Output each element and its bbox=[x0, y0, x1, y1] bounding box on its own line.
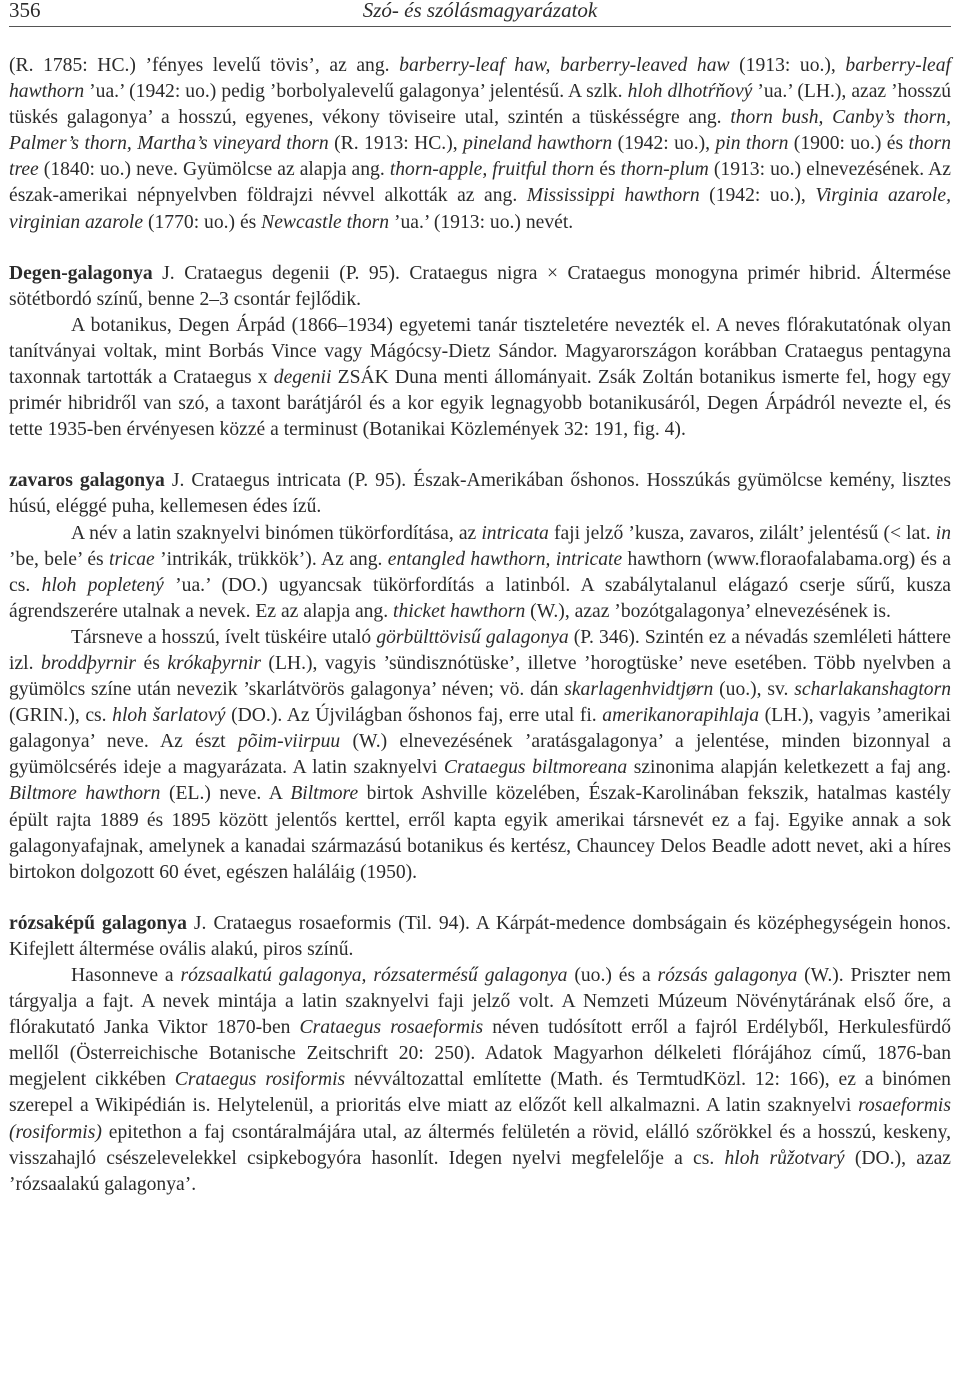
text-run: Hasonneve a bbox=[71, 965, 181, 986]
italic-term: görbülttövisű galagonya bbox=[376, 626, 569, 648]
text-run: (1900: uo.) és bbox=[788, 133, 909, 155]
text-run: (1913: uo.), bbox=[729, 55, 846, 76]
italic-term: Crataegus rosaeformis bbox=[299, 1017, 484, 1039]
text-run: néven tudósított erről a fajról Erdélyből, Herkulesfürdő mellől (Österreichische Botanische Zeitschrift 20: 250). Adatok Magyarhon délkeleti flórájához című, 1876-ban megjelent cikkében bbox=[9, 1017, 952, 1091]
italic-term: krókaþyrnir bbox=[167, 652, 261, 674]
text-run: birtok Ashville közelében, Észak-Karolinában fekszik, hatalmas kastély épült rajta 1889 és 1895 között jelentős kerttel, erről kapta egyik amerikai társnevét ez a faj. Egyike annak a sok galagonyafajnak, amelynek a kanadai származású botanikus és kertész, Chauncey Delos Beadle adott nevet, aki a híres birtokon dolgozott 60 évet, egészen haláláig (1950). bbox=[9, 783, 951, 883]
text-run: (uo.), sv. bbox=[713, 679, 795, 701]
text-run: (1840: uo.) neve. Gyümölcse az alapja ang. bbox=[38, 159, 390, 181]
text-run: (W.) elnevezésének ’aratásgalagonya’ a jelentése, minden bizonnyal a gyümölcsérés ideje a magyarázata. A latin szaknyelvi bbox=[9, 731, 951, 779]
italic-term: Biltmore bbox=[290, 783, 359, 805]
text-run: A botanikus, Degen Árpád (1866–1934) egyetemi tanár tiszteletére nevezték el. A neves flórakutatónak olyan tanítványai voltak, mint Borbás Vince vagy Mágócsy-Dietz Sándor. Magyarországon korábban Crataegus pentagyna taxonnak tartották a Crataegus x bbox=[9, 314, 951, 389]
text-run: (DO.), azaz ’rózsaalakú galagonya’. bbox=[9, 1147, 951, 1195]
italic-term: rosaeformis (rosiformis) bbox=[9, 1095, 951, 1143]
paragraph bbox=[9, 313, 951, 443]
text-run: és bbox=[136, 652, 168, 674]
text-run: szinonima alapján keletkezett a faj ang. bbox=[627, 757, 951, 779]
italic-term: thicket hawthorn bbox=[393, 600, 526, 622]
italic-term: Virginia azarole, virginian azarole bbox=[9, 185, 951, 233]
italic-term: tricae bbox=[109, 548, 155, 570]
italic-term: pin thorn bbox=[715, 133, 789, 155]
italic-term: barberry-leaf haw, barberry-leaved haw bbox=[399, 55, 730, 76]
paragraph bbox=[9, 521, 951, 625]
italic-term: broddþyrnir bbox=[40, 652, 137, 674]
text-run: faji jelző ’kusza, zavaros, zilált’ jelentésű (< lat. bbox=[548, 522, 936, 544]
entry-zavaros-galagonya bbox=[9, 468, 951, 886]
text-run: és bbox=[594, 159, 621, 181]
text-run: (1913: uo.) elnevezésének. Az észak-amerikai népnyelvben földrajzi névvel alkották az ang. bbox=[9, 159, 951, 207]
italic-term: thorn bush, Canby’s thorn, Palmer’s thorn, Martha’s vineyard thorn bbox=[9, 107, 951, 155]
text-run: (W.), azaz ’bozótgalagonya’ elnevezésének is. bbox=[525, 600, 891, 622]
text-run: (R. 1785: HC.) ’fényes levelű tövis’, az ang. bbox=[9, 55, 400, 76]
italic-term: rózsás galagonya bbox=[657, 965, 798, 986]
text-run: névváltozattal említette (Math. és TermtudKözl. 12: 166), ez a binómen szerepel a Wikipédián is. Helytelenül, a prioritás elve miatt az előzőt kell alkalmazni. A latin szaknyelvi bbox=[9, 1069, 951, 1117]
italic-term: thorn-apple, fruitful thorn bbox=[389, 159, 595, 181]
italic-term: Mississippi hawthorn bbox=[526, 185, 700, 207]
text-run: ’ua.’ (1913: uo.) nevét. bbox=[389, 211, 574, 233]
entry-headline-paragraph bbox=[9, 911, 951, 963]
page-header bbox=[9, 0, 951, 27]
text-run: (EL.) neve. A bbox=[160, 783, 291, 805]
italic-term: pineland hawthorn bbox=[463, 133, 613, 155]
text-run: ZSÁK Duna menti állományait. Zsák Zoltán botanikus ismerte fel, hogy egy primér hibridről van szó, a taxont barátjáról és a kor egyik legnagyobb botanikusáról, Degen Árpádról nevezte el, és tette 1935-ben érvényesen közzé a terminust (Botanikai Közlemények 32: 191, fig. 4). bbox=[9, 367, 951, 441]
paragraph bbox=[9, 53, 951, 236]
text-run: (1942: uo.), bbox=[612, 133, 716, 155]
italic-term: skarlagenhvidtjørn bbox=[564, 679, 714, 701]
text-run: ’ua.’ (1942: uo.) pedig ’borbolyalevelű galagonya’ jelentésű. A szlk. bbox=[84, 81, 628, 103]
text-run: A név a latin szaknyelvi binómen tükörfordítása, az bbox=[71, 522, 482, 544]
italic-term: entangled hawthorn, intricate bbox=[387, 548, 623, 570]
text-run: J. Crataegus intricata (P. 95). Észak-Amerikában őshonos. Hosszúkás gyümölcse kemény, lisztes húsú, eléggé puha, kellemesen édes ízű. bbox=[9, 470, 951, 518]
text-run: epitethon a faj csontáralmájára utal, az áltermés felületén a rövid, elálló szőrökkel és a hosszú, keskeny, visszahajló csészelevelekkel csipkebogyóra hasonlít. Idegen nyelvi megfelelője a cs. bbox=[9, 1121, 951, 1169]
text-run: ’intrikák, trükkök’). Az ang. bbox=[154, 548, 388, 570]
italic-term: Crataegus rosiformis bbox=[174, 1069, 346, 1091]
paragraph bbox=[9, 963, 951, 1198]
italic-term: scharlakanshagtorn bbox=[794, 679, 951, 701]
text-run: J. Crataegus degenii (P. 95). Crataegus nigra × Crataegus monogyna primér hibrid. Áltermése sötétbordó színű, benne 2–3 csontár fejlődik. bbox=[9, 262, 951, 310]
text-run: ’be, bele’ és bbox=[9, 548, 110, 570]
text-run: hawthorn (www.floraofalabama.org) és a cs. bbox=[9, 548, 951, 596]
entry-headword: Degen-galagonya bbox=[9, 262, 153, 284]
entry-rozsakepu-galagonya bbox=[9, 911, 951, 1198]
text-run: (1942: uo.), bbox=[699, 185, 816, 207]
document-body bbox=[9, 27, 951, 1198]
italic-term: thorn-plum bbox=[620, 159, 709, 181]
text-run: (uo.) és a bbox=[567, 965, 658, 986]
italic-term: amerikanorapihlaja bbox=[602, 705, 760, 727]
text-run: Társneve a hosszú, ívelt tüskéire utaló bbox=[71, 626, 377, 648]
entry-headline-paragraph bbox=[9, 261, 951, 313]
italic-term: Crataegus biltmoreana bbox=[443, 757, 628, 779]
text-run: (DO.). Az Újvilágban őshonos faj, erre utal fi. bbox=[225, 705, 603, 727]
entry-continuation bbox=[9, 53, 951, 236]
text-run: (LH.), vagyis ’amerikai galagonya’ neve. Az észt bbox=[9, 705, 952, 753]
italic-term: rózsaalkatú galagonya, rózsatermésű galagonya bbox=[180, 965, 568, 986]
entry-headword: zavaros galagonya bbox=[9, 470, 165, 492]
text-run: J. Crataegus rosaeformis (Til. 94). A Kárpát-medence dombságain és középhegységein honos. Kifejlett áltermése ovális alakú, piros színű. bbox=[9, 912, 951, 960]
text-run: (R. 1913: HC.), bbox=[328, 133, 464, 155]
italic-term: in bbox=[935, 522, 951, 544]
italic-term: barberry-leaf hawthorn bbox=[9, 55, 951, 103]
text-run: (GRIN.), cs. bbox=[9, 705, 113, 727]
text-run: (LH.), vagyis ’sündisznótüske’, illetve ’horogtüske’ neve esetében. Több nyelvben a gyümölcs színe után nevezik ’skarlátvörös galagonya’ néven; vö. dán bbox=[9, 652, 951, 701]
italic-term: hloh popletený bbox=[41, 574, 164, 596]
italic-term: põim-viirpuu bbox=[237, 731, 341, 753]
paragraph bbox=[9, 625, 951, 886]
page-number: 356 bbox=[9, 0, 41, 22]
entry-degen-galagonya bbox=[9, 261, 951, 444]
italic-term: Biltmore hawthorn bbox=[9, 783, 161, 805]
text-run: (1770: uo.) és bbox=[143, 211, 262, 233]
text-run: ’ua.’ (LH.), azaz ’hosszú tüskés galagonya’ a hosszú, egyenes, vékony töviseire utal, szintén a tüskésségre ang. bbox=[9, 81, 952, 129]
text-run: (W.). Priszter nem tárgyalja a fajt. A nevek mintája a latin szaknyelvi faji jelző volt. A Nemzeti Múzeum Növénytárának első őre, a flórakutató Janka Viktor 1870-ben bbox=[9, 965, 952, 1039]
running-title: Szó- és szólásmagyarázatok bbox=[362, 0, 598, 22]
italic-term: degenii bbox=[273, 367, 332, 389]
entry-headword: rózsaképű galagonya bbox=[9, 912, 187, 934]
text-run: (P. 346). Szintén ez a névadás szemléleti háttere izl. bbox=[9, 626, 952, 674]
text-run: ’ua.’ (DO.) ugyancsak tükörfordítás a latinból. A szabálytalanul elágazó cserje sűrű, kusza ágrendszerére utalnak a nevek. Ez az alapja ang. bbox=[9, 574, 951, 622]
italic-term: hloh dlhotŕňový bbox=[627, 81, 753, 103]
italic-term: thorn tree bbox=[9, 133, 951, 181]
italic-term: intricata bbox=[481, 522, 549, 544]
italic-term: Newcastle thorn bbox=[261, 211, 390, 233]
italic-term: hloh růžotvarý bbox=[724, 1147, 845, 1169]
italic-term: hloh šarlatový bbox=[112, 705, 226, 727]
entry-headline-paragraph bbox=[9, 468, 951, 520]
